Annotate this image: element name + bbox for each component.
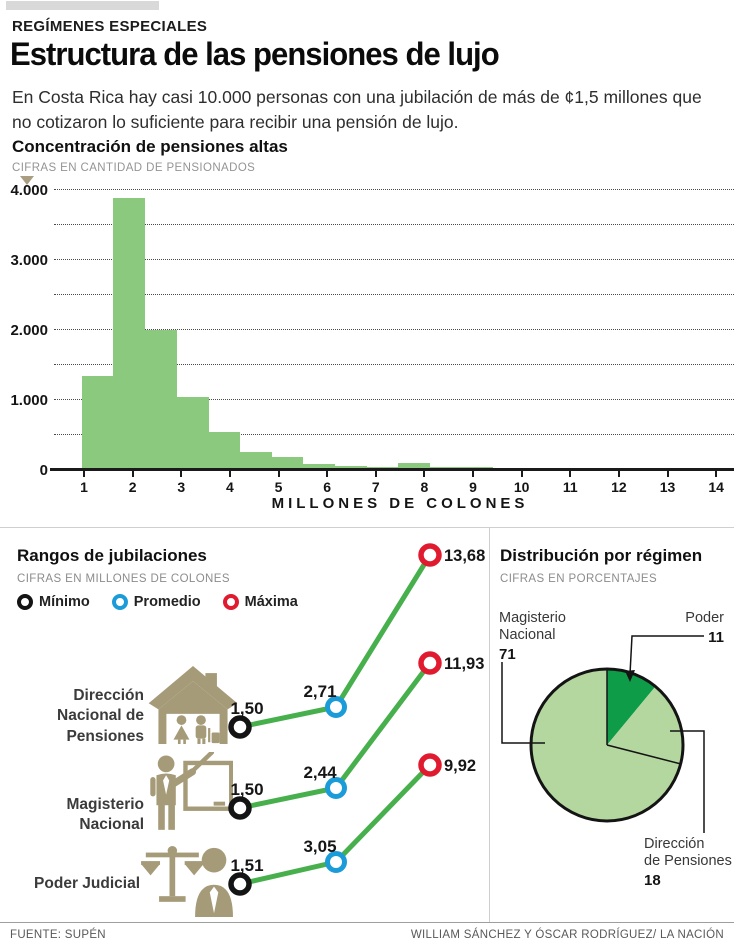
pie-label-poder: Poder 11 [685,610,724,647]
histogram-title: Concentración de pensiones altas [12,137,288,156]
x-axis-tick [278,471,280,477]
y-axis-label: 2.000 [10,322,48,339]
x-axis-tick-label: 6 [323,479,332,495]
x-axis-tick-label: 5 [274,479,283,495]
avg-dot [328,780,345,797]
page-title: Estructura de las pensiones de lujo [10,36,499,72]
x-axis-tick [83,471,85,477]
gridline [54,294,734,295]
x-axis-tick [569,471,571,477]
histogram-bar [208,432,240,470]
x-axis-line [50,468,734,471]
max-value: 11,93 [444,655,485,673]
avg-dot [328,699,345,716]
footer-credit: WILLIAM SÁNCHEZ Y ÓSCAR RODRÍGUEZ/ LA NACIÓN [410,929,724,941]
x-axis-tick-label: 14 [708,479,724,495]
x-axis-tick [423,471,425,477]
x-axis-tick [375,471,377,477]
x-axis-tick [667,471,669,477]
pie-subtitle: CIFRAS EN PORCENTAJES [500,573,658,585]
x-axis-tick [326,471,328,477]
min-value: 1,50 [230,780,264,799]
max-value: 13,68 [444,547,486,565]
pie-label-magisterio: Magisterio Nacional 71 [499,610,566,664]
kicker: REGÍMENES ESPECIALES [12,18,208,35]
max-dot [421,546,439,564]
y-axis-label: 4.000 [10,182,48,199]
y-axis-label: 1.000 [10,392,48,409]
gridline [54,259,734,260]
avg-value: 3,05 [303,837,337,856]
x-axis-tick-label: 1 [80,479,88,495]
x-axis-tick-label: 8 [420,479,429,495]
y-axis-label: 0 [39,462,48,479]
legend-label: Promedio [133,594,201,610]
x-axis-tick-label: 4 [225,479,234,495]
min-value: 1,50 [230,699,264,718]
x-axis-title: MILLONES DE COLONES [271,495,529,512]
x-axis-tick-label: 10 [513,479,530,495]
histogram-bar [113,198,145,470]
histogram-subtitle: CIFRAS EN CANTIDAD DE PENSIONADOS [12,162,256,174]
pie-label-direccion: Dirección de Pensiones 18 [644,836,732,890]
x-axis-tick [229,471,231,477]
x-axis-tick-label: 2 [128,479,137,495]
x-axis-tick-label: 12 [611,479,627,495]
min-dot [231,875,249,893]
x-axis-tick [180,471,182,477]
x-axis-tick [521,471,523,477]
row-label: Dirección Nacional de Pensiones [57,687,144,745]
max-dot [421,654,439,672]
row-label: Magisterio Nacional [66,796,144,834]
min-dot [231,718,249,736]
ranges-subtitle: CIFRAS EN MILLONES DE COLONES [17,573,230,585]
avg-dot [328,854,345,871]
footer-divider [0,922,734,923]
x-axis-tick-label: 7 [371,479,380,495]
pie-title: Distribución por régimen [500,546,703,565]
x-axis-tick-label: 3 [177,479,186,495]
avg-value: 2,71 [303,682,337,701]
footer-source: FUENTE: SUPÉN [10,929,106,941]
max-value: 9,92 [444,757,477,775]
x-axis-tick [715,471,717,477]
gridline [54,189,734,190]
min-dot [231,799,249,817]
x-axis-tick-label: 13 [659,479,676,495]
avg-value: 2,44 [303,763,337,782]
legend-label: Mínimo [39,594,90,610]
y-axis-label: 3.000 [10,252,48,269]
min-value: 1,51 [230,856,264,875]
x-axis-tick [132,471,134,477]
x-axis-tick [618,471,620,477]
legend-label: Máxima [244,594,298,610]
histogram-bar [82,376,114,470]
x-axis-tick-label: 11 [562,479,578,495]
x-axis-tick-label: 9 [469,479,477,495]
page-subtitle: En Costa Rica hay casi 10.000 personas con una jubilación de más de ¢1,5 millones que no cotizaron lo suficiente para recibir una pensión de lujo. [12,87,702,132]
ranges-title: Rangos de jubilaciones [17,546,207,565]
histogram-bar [145,330,177,470]
x-axis-tick [472,471,474,477]
gridline [54,224,734,225]
max-dot [421,756,439,774]
histogram-bar [176,397,208,470]
row-label: Poder Judicial [34,875,140,892]
